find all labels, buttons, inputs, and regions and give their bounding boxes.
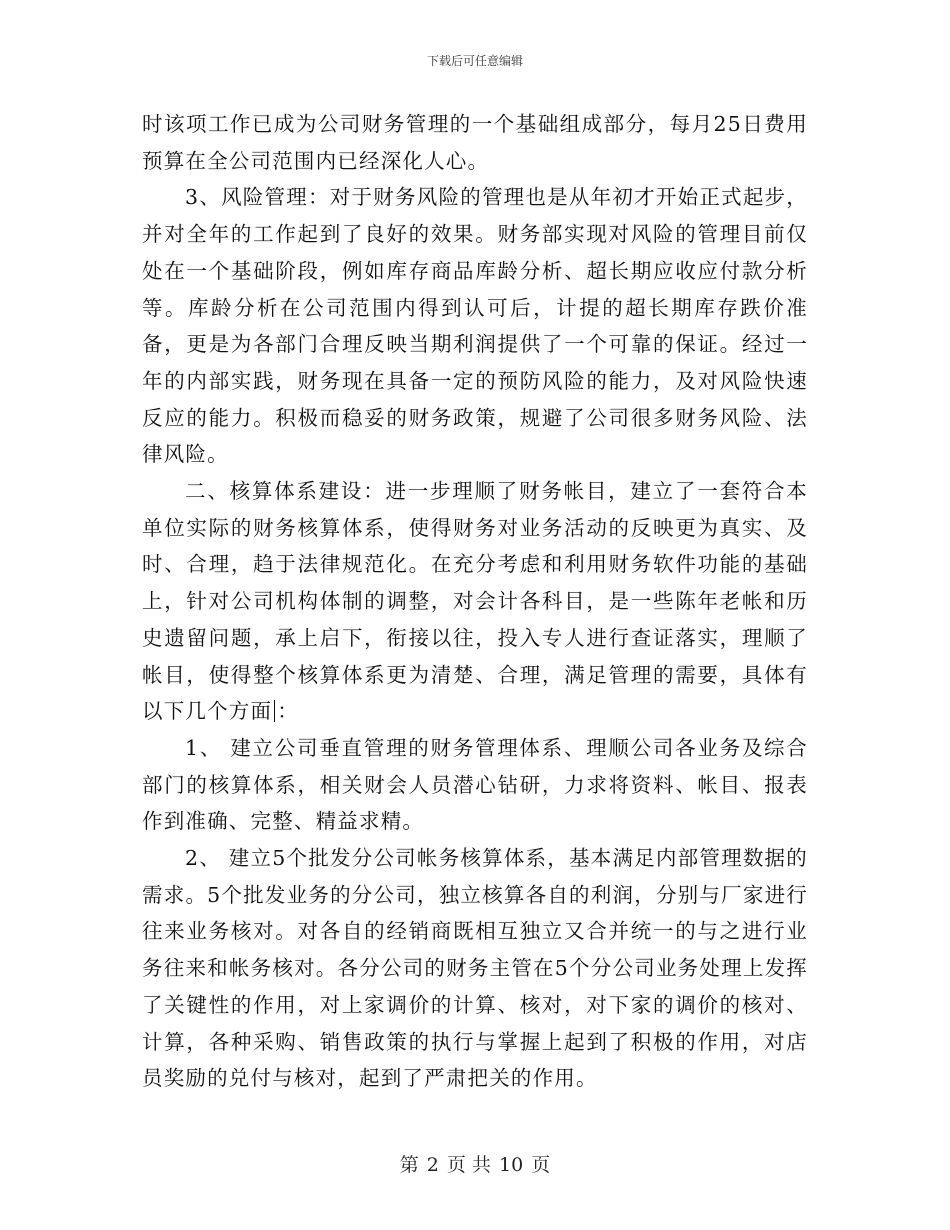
- page-footer: [0, 1153, 950, 1177]
- footer-prefix: 第: [399, 1154, 419, 1176]
- paragraph-risk-management: 3、风险管理：对于财务风险的管理也是从年初才开始正式起步，并对全年的工作起到了良好的效果。财务部实现对风险的管理目前仅处在一个基础阶段，例如库存商品库龄分析、超长期应收应付款分析等。库龄分析在公司范围内得到认可后，计提的超长期库存跌价准备，更是为各部门合理反映当期利润提供了一个可靠的保证。经过一年的内部实践，财务现在具备一定的预防风险的能力，及对风险快速反应的能力。积极而稳妥的财务政策，规避了公司很多财务风险、法律风险。: [142, 185, 808, 467]
- text-cursor: [274, 700, 275, 722]
- footer-suffix: 页: [531, 1154, 551, 1176]
- footer-middle: 页 共: [446, 1154, 491, 1176]
- paragraph-accounting-system: [142, 473, 808, 730]
- document-body: [142, 106, 808, 1097]
- footer-page-number: 2: [426, 1154, 439, 1176]
- footer-total-pages: 10: [499, 1154, 524, 1176]
- paragraph-item-1: 1、 建立公司垂直管理的财务管理体系、理顺公司各业务及综合部门的核算体系，相关财会人员潜心钻研，力求将资料、帐目、报表作到准确、完整、精益求精。: [142, 735, 808, 834]
- paragraph-accounting-colon: ：: [277, 699, 299, 724]
- page-header: 下载后可任意编辑: [426, 54, 523, 68]
- paragraph-item-2: 2、 建立5个批发分公司帐务核算体系，基本满足内部管理数据的需求。5个批发业务的分公司，独立核算各自的利润，分别与厂家进行往来业务核对。对各自的经销商既相互独立又合并统一的与之进行业务往来和帐务核对。各分公司的财务主管在5个分公司业务处理上发挥了关键性的作用，对上家调价的计算、核对，对下家的调价的核对、计算，各种采购、销售政策的执行与掌握上起到了积极的作用，对店员奖励的兑付与核对，起到了严肃把关的作用。: [142, 846, 808, 1091]
- paragraph-accounting-text: 二、核算体系建设：进一步理顺了财务帐目，建立了一套符合本单位实际的财务核算体系，使得财务对业务活动的反映更为真实、及时、合理，趋于法律规范化。在充分考虑和利用财务软件功能的基础上，针对公司机构体制的调整，对会计各科目，是一些陈年老帐和历史遗留问题，承上启下，衔接以往，投入专人进行查证落实，理顺了帐目，使得整个核算体系更为清楚、合理，满足管理的需要，具体有以下几个方面: [142, 479, 808, 724]
- paragraph-continuation: 时该项工作已成为公司财务管理的一个基础组成部分，每月25日费用预算在全公司范围内已经深化人心。: [142, 112, 808, 173]
